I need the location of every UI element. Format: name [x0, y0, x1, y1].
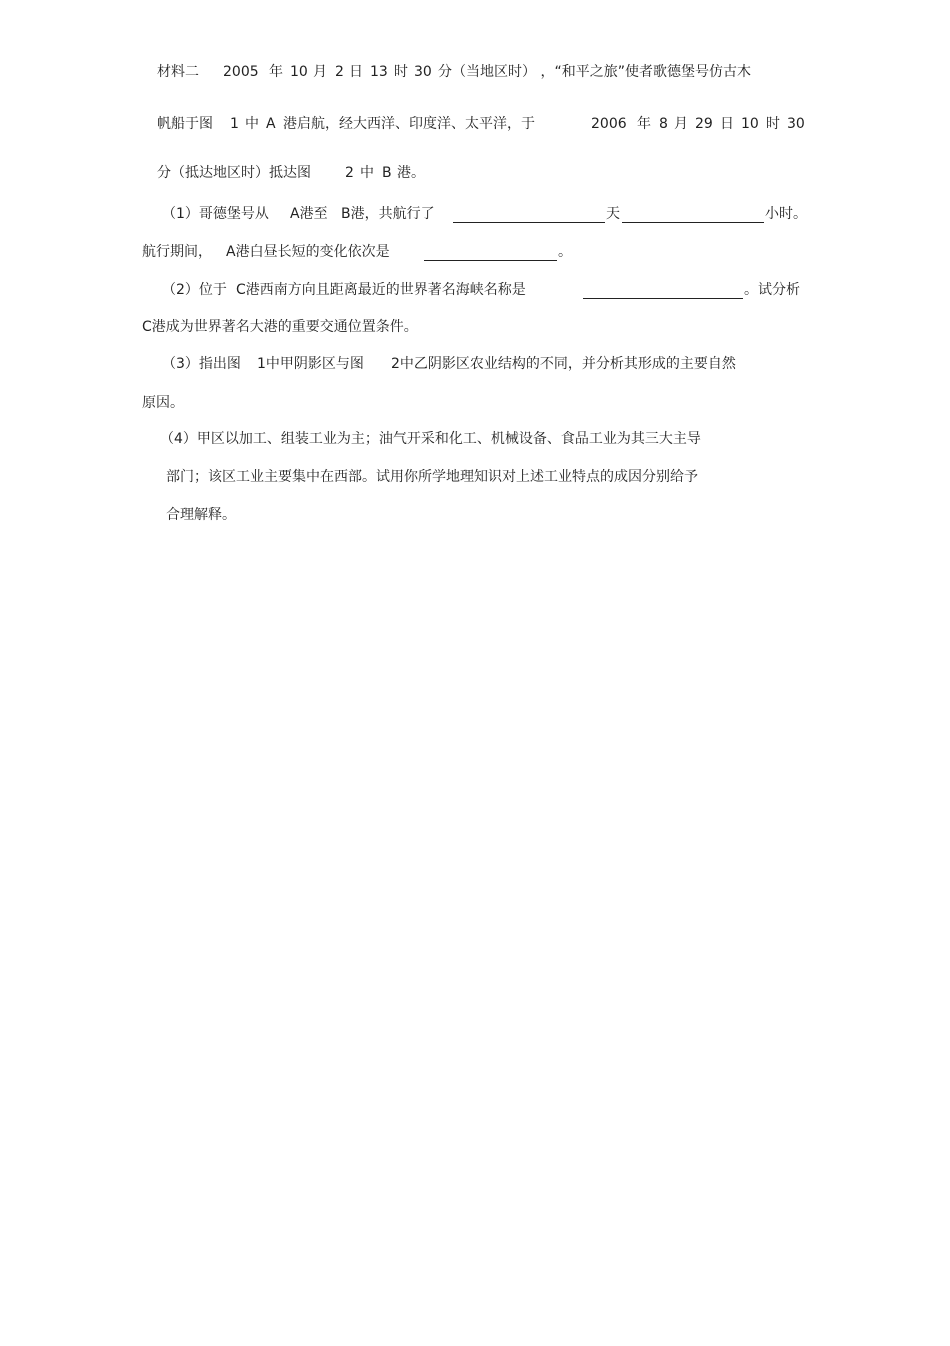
text-tian: 天	[606, 206, 620, 222]
question-3-line2	[0, 393, 950, 413]
material2-line1-rest: 分（当地区时） ，“和平之旅”使者歌德堡号仿古木	[438, 64, 751, 80]
q4-line1: （4）甲区以加工、组装工业为主；油气开采和化工、机械设备、食品工业为其三大主导	[160, 431, 701, 447]
q2-analyze-text: 。试分析	[744, 282, 800, 298]
end-month: 8	[659, 116, 668, 132]
text-gang: 港。	[397, 165, 425, 181]
question-4-line3	[0, 505, 950, 525]
start-hour: 13	[370, 64, 388, 80]
q1-voyage-period: 航行期间，	[142, 244, 212, 260]
text-shi: 时	[766, 116, 780, 132]
text-yue: 月	[313, 64, 327, 80]
text-shi: 时	[394, 64, 408, 80]
material2-line2	[0, 114, 950, 134]
end-day: 29	[695, 116, 713, 132]
hours-answer-blank[interactable]	[622, 222, 764, 223]
q2-strait-text: C港西南方向且距离最近的世界著名海峡名称是	[236, 282, 526, 298]
material2-line1	[0, 62, 950, 82]
text-yue: 月	[674, 116, 688, 132]
q2-line2: C港成为世界著名大港的重要交通位置条件。	[142, 319, 418, 335]
q1-port-a: A港至	[290, 206, 328, 222]
start-minute: 30	[414, 64, 432, 80]
start-year: 2005	[223, 64, 259, 80]
end-hour: 10	[741, 116, 759, 132]
route-text: 港启航，经大西洋、印度洋、太平洋，于	[283, 116, 535, 132]
question-2-line2	[0, 317, 950, 337]
text-period: 。	[558, 244, 572, 260]
figure-number: 2	[345, 165, 354, 181]
text-nian: 年	[269, 64, 283, 80]
question-2-line1	[0, 280, 950, 300]
q1-daylight-text: A港白昼长短的变化依次是	[226, 244, 390, 260]
start-month: 10	[290, 64, 308, 80]
start-day: 2	[335, 64, 344, 80]
q3-figure1-text: 1中甲阴影区与图	[257, 356, 364, 372]
q4-line3: 合理解释。	[166, 507, 236, 523]
material-label: 材料二	[157, 64, 199, 80]
days-answer-blank[interactable]	[453, 222, 605, 223]
q3-line2: 原因。	[142, 395, 184, 411]
q3-prefix: （3）指出图	[162, 356, 241, 372]
text-xiaoshi: 小时。	[765, 206, 807, 222]
port-b: B	[382, 165, 392, 181]
port-a: A	[266, 116, 276, 132]
end-year: 2006	[591, 116, 627, 132]
q1-port-b: B港，共航行了	[341, 206, 435, 222]
arrival-text: 分（抵达地区时）抵达图	[157, 165, 311, 181]
question-1-line1	[0, 204, 950, 224]
text-nian: 年	[637, 116, 651, 132]
question-3-line1	[0, 354, 950, 374]
q1-prefix: （1）哥德堡号从	[162, 206, 269, 222]
q2-prefix: （2）位于	[162, 282, 227, 298]
material2-line3	[0, 163, 950, 183]
text-zhong: 中	[245, 116, 259, 132]
q4-line2: 部门；该区工业主要集中在西部。试用你所学地理知识对上述工业特点的成因分别给予	[166, 469, 698, 485]
text-zhong: 中	[360, 165, 374, 181]
question-4-line1	[0, 429, 950, 449]
daylight-change-blank[interactable]	[424, 260, 557, 261]
question-4-line2	[0, 467, 950, 487]
end-minute: 30	[787, 116, 805, 132]
text-fanchuan: 帆船于图	[157, 116, 213, 132]
text-ri: 日	[720, 116, 734, 132]
question-1-line2	[0, 242, 950, 262]
figure-number: 1	[230, 116, 239, 132]
text-ri: 日	[349, 64, 363, 80]
q3-figure2-text: 2中乙阴影区农业结构的不同，并分析其形成的主要自然	[391, 356, 736, 372]
strait-name-blank[interactable]	[583, 298, 743, 299]
